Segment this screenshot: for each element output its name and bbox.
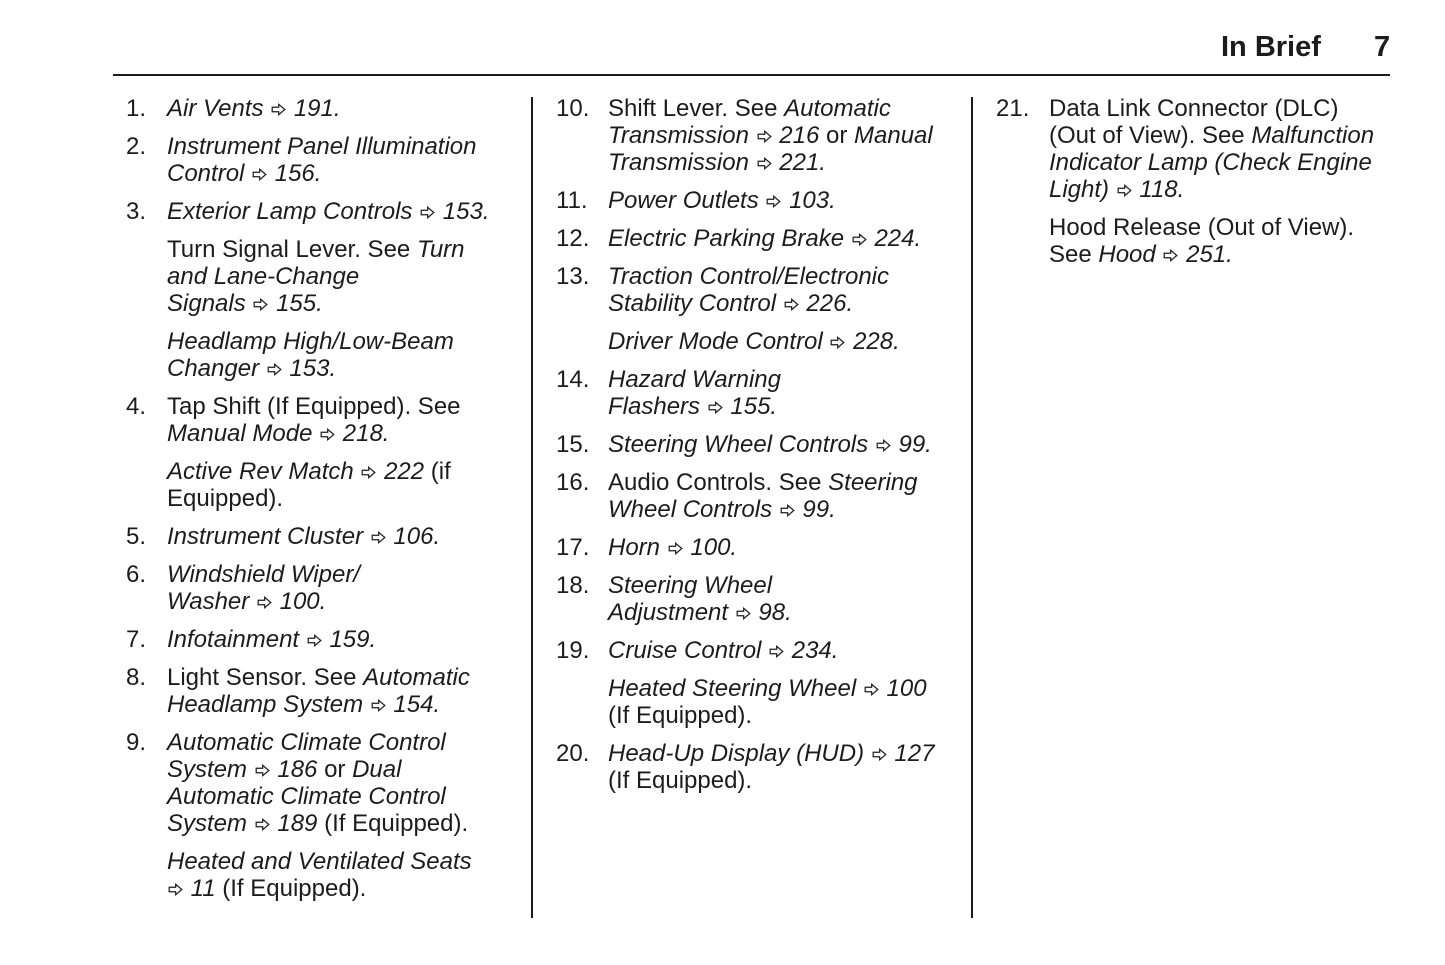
item-number-spacer <box>126 236 167 317</box>
cross-reference-text: Electric Parking Brake <box>608 225 845 252</box>
page-reference-arrow-icon <box>1117 184 1132 197</box>
page-reference-arrow-icon <box>255 818 270 831</box>
list-item <box>126 729 521 837</box>
item-line <box>608 366 961 393</box>
item-number-spacer <box>126 458 167 512</box>
cross-reference-text: Manual Mode <box>167 420 313 447</box>
item-line <box>608 496 961 523</box>
item-body <box>608 572 961 626</box>
item-body <box>608 637 961 664</box>
list-item <box>126 626 521 653</box>
item-line <box>167 328 521 355</box>
item-number: 3. <box>126 198 147 225</box>
item-body <box>167 729 521 837</box>
cross-reference-text: Transmission <box>608 122 749 149</box>
item-number: 12. <box>556 225 590 252</box>
list-item <box>556 469 961 523</box>
item-body <box>608 366 961 420</box>
item-line <box>608 740 961 767</box>
item-body <box>608 431 961 458</box>
cross-reference-text: 100. <box>279 588 327 615</box>
cross-reference-text: Automatic <box>784 95 891 122</box>
cross-reference-text: 189 <box>277 810 318 837</box>
item-line <box>167 290 521 317</box>
item-line <box>167 263 521 290</box>
cross-reference-text: 11 <box>190 875 216 902</box>
item-line <box>608 431 961 458</box>
item-number: 6. <box>126 561 147 588</box>
cross-reference-text: Adjustment <box>608 599 729 626</box>
item-line <box>608 572 961 599</box>
item-number: 10. <box>556 95 590 122</box>
cross-reference-text: Manual <box>854 122 933 149</box>
cross-reference-text: Hood <box>1098 241 1156 268</box>
cross-reference-text: 221. <box>779 149 826 176</box>
cross-reference-text: 186 <box>277 756 318 783</box>
cross-reference-text: Signals <box>167 290 246 317</box>
cross-reference-text: Head-Up Display (HUD) <box>608 740 865 767</box>
item-line <box>167 523 521 550</box>
item-body <box>167 458 521 512</box>
cross-reference-text: Infotainment <box>167 626 300 653</box>
cross-reference-text: 228. <box>853 328 900 355</box>
item-line <box>1049 95 1426 122</box>
item-number: 15. <box>556 431 590 458</box>
item-text: Shift Lever. See <box>608 95 778 122</box>
item-body <box>167 626 521 653</box>
list-item <box>996 214 1426 268</box>
cross-reference-text: Instrument Cluster <box>167 523 364 550</box>
cross-reference-text: Windshield Wiper/ <box>167 561 360 588</box>
item-line <box>167 160 521 187</box>
column-divider-right <box>971 97 973 918</box>
item-line <box>1049 149 1426 176</box>
cross-reference-text: 191. <box>293 95 341 122</box>
page-reference-arrow-icon <box>784 298 799 311</box>
cross-reference-text: Exterior Lamp Controls <box>167 198 413 225</box>
cross-reference-text: Steering <box>828 469 918 496</box>
page-reference-arrow-icon <box>255 764 270 777</box>
item-body <box>167 523 521 550</box>
list-item <box>126 393 521 447</box>
list-item <box>556 637 961 664</box>
page-reference-arrow-icon <box>780 504 795 517</box>
cross-reference-text: and Lane-Change <box>167 263 360 290</box>
cross-reference-text: Malfunction <box>1251 122 1375 149</box>
item-line <box>608 599 961 626</box>
cross-reference-text: Flashers <box>608 393 701 420</box>
page-reference-arrow-icon <box>769 645 784 658</box>
item-number-spacer <box>126 848 167 902</box>
list-item <box>126 458 521 512</box>
cross-reference-text: System <box>167 810 248 837</box>
item-line <box>1049 241 1426 268</box>
item-line <box>167 783 521 810</box>
cross-reference-text: 224. <box>874 225 922 252</box>
list-item <box>126 236 521 317</box>
item-line <box>167 664 521 691</box>
item-line <box>167 588 521 615</box>
list-item <box>126 664 521 718</box>
cross-reference-text: Instrument Panel Illumination <box>167 133 477 160</box>
cross-reference-text: Traction Control/Electronic <box>608 263 889 290</box>
list-item <box>556 263 961 317</box>
page-reference-arrow-icon <box>876 439 891 452</box>
item-body <box>608 469 961 523</box>
item-line <box>167 729 521 756</box>
cross-reference-text: 153. <box>442 198 490 225</box>
cross-reference-text: 234. <box>791 637 839 664</box>
page-reference-arrow-icon <box>253 298 268 311</box>
cross-reference-text: 100. <box>690 534 738 561</box>
item-line <box>167 133 521 160</box>
item-body <box>1049 214 1426 268</box>
item-line <box>608 393 961 420</box>
cross-reference-text: Light) <box>1049 176 1110 203</box>
item-line <box>167 810 521 837</box>
item-line <box>608 187 961 214</box>
list-item <box>126 328 521 382</box>
item-number: 7. <box>126 626 147 653</box>
cross-reference-text: 100 <box>886 675 927 702</box>
page-reference-arrow-icon <box>757 157 772 170</box>
list-item <box>556 95 961 176</box>
item-line <box>608 328 961 355</box>
cross-reference-text: 118. <box>1139 176 1185 203</box>
item-text: (Out of View). See <box>1049 122 1245 149</box>
list-item <box>556 187 961 214</box>
item-line <box>167 420 521 447</box>
item-line <box>608 637 961 664</box>
cross-reference-text: Power Outlets <box>608 187 759 214</box>
column-left <box>126 95 521 913</box>
cross-reference-text: Automatic Climate Control <box>167 783 446 810</box>
item-line <box>167 626 521 653</box>
item-number-spacer <box>996 214 1049 268</box>
cross-reference-text: 155. <box>276 290 323 317</box>
cross-reference-text: 153. <box>289 355 337 382</box>
item-number: 2. <box>126 133 147 160</box>
item-text: or <box>825 122 848 149</box>
item-line <box>1049 122 1426 149</box>
item-body <box>608 263 961 317</box>
cross-reference-text: Headlamp High/Low-Beam <box>167 328 454 355</box>
item-line <box>608 149 961 176</box>
page-number: 7 <box>1374 31 1391 63</box>
cross-reference-text: System <box>167 756 248 783</box>
item-number: 16. <box>556 469 590 496</box>
page-reference-arrow-icon <box>257 596 272 609</box>
page-reference-arrow-icon <box>872 748 887 761</box>
page-reference-arrow-icon <box>757 130 772 143</box>
item-number: 8. <box>126 664 147 691</box>
item-number: 17. <box>556 534 590 561</box>
cross-reference-text: Indicator Lamp (Check Engine <box>1049 149 1372 176</box>
cross-reference-text: 103. <box>789 187 836 214</box>
item-line <box>167 848 521 875</box>
list-item <box>126 133 521 187</box>
cross-reference-text: Control <box>167 160 245 187</box>
item-text: Data Link Connector (DLC) <box>1049 95 1339 122</box>
cross-reference-text: 222 <box>384 458 425 485</box>
list-item <box>556 534 961 561</box>
item-text: Hood Release (Out of View). <box>1049 214 1355 241</box>
cross-reference-text: 98. <box>758 599 792 626</box>
list-item <box>556 431 961 458</box>
page-reference-arrow-icon <box>708 401 723 414</box>
page-reference-arrow-icon <box>271 103 286 116</box>
cross-reference-text: 99. <box>802 496 836 523</box>
item-number: 18. <box>556 572 590 599</box>
item-line <box>167 236 521 263</box>
list-item <box>126 95 521 122</box>
item-line <box>608 702 961 729</box>
item-line <box>167 485 521 512</box>
item-body <box>167 848 521 902</box>
item-line <box>608 263 961 290</box>
cross-reference-text: Steering Wheel <box>608 572 773 599</box>
item-body <box>1049 95 1426 203</box>
item-number: 20. <box>556 740 590 767</box>
item-line <box>167 355 521 382</box>
item-line <box>608 469 961 496</box>
cross-reference-text: Driver Mode Control <box>608 328 823 355</box>
cross-reference-text: Hazard Warning <box>608 366 781 393</box>
cross-reference-text: 99. <box>898 431 932 458</box>
item-line <box>167 393 521 420</box>
item-text: or <box>324 756 346 783</box>
item-line <box>167 691 521 718</box>
item-number: 4. <box>126 393 147 420</box>
item-line <box>608 122 961 149</box>
item-text: (If Equipped). <box>608 702 753 729</box>
item-text: Light Sensor. See <box>167 664 357 691</box>
column-right <box>996 95 1426 279</box>
column-middle <box>556 95 961 805</box>
item-number: 14. <box>556 366 590 393</box>
cross-reference-text: 226. <box>806 290 854 317</box>
cross-reference-text: 154. <box>393 691 441 718</box>
cross-reference-text: Horn <box>608 534 661 561</box>
item-text: Audio Controls. See <box>608 469 822 496</box>
cross-reference-text: Steering Wheel Controls <box>608 431 869 458</box>
item-line <box>1049 214 1426 241</box>
page-reference-arrow-icon <box>420 206 435 219</box>
list-item <box>126 848 521 902</box>
page-reference-arrow-icon <box>267 363 282 376</box>
item-line <box>608 290 961 317</box>
page-reference-arrow-icon <box>864 683 879 696</box>
cross-reference-text: Dual <box>352 756 402 783</box>
item-body <box>608 534 961 561</box>
item-line <box>167 756 521 783</box>
item-body <box>608 187 961 214</box>
cross-reference-text: 159. <box>329 626 377 653</box>
cross-reference-text: 218. <box>342 420 390 447</box>
item-number: 5. <box>126 523 147 550</box>
list-item <box>126 198 521 225</box>
item-line <box>608 534 961 561</box>
list-item <box>556 366 961 420</box>
item-number: 21. <box>996 95 1030 122</box>
page-reference-arrow-icon <box>371 699 386 712</box>
cross-reference-text: Automatic <box>363 664 470 691</box>
item-line <box>608 225 961 252</box>
list-item <box>126 561 521 615</box>
cross-reference-text: Heated and Ventilated Seats <box>167 848 472 875</box>
cross-reference-text: 106. <box>393 523 441 550</box>
item-line <box>1049 176 1426 203</box>
page-reference-arrow-icon <box>371 531 386 544</box>
item-line <box>608 675 961 702</box>
item-text: (If Equipped). <box>324 810 469 837</box>
item-line <box>167 458 521 485</box>
item-body <box>167 328 521 382</box>
list-item <box>126 523 521 550</box>
item-text: Tap Shift (If Equipped). See <box>167 393 461 420</box>
cross-reference-text: Heated Steering Wheel <box>608 675 857 702</box>
cross-reference-text: 216 <box>779 122 820 149</box>
page-reference-arrow-icon <box>830 336 845 349</box>
page-reference-arrow-icon <box>766 195 781 208</box>
cross-reference-text: Wheel Controls <box>608 496 773 523</box>
item-body <box>167 95 521 122</box>
column-divider-left <box>531 97 533 918</box>
item-line <box>167 198 521 225</box>
cross-reference-text: 127 <box>894 740 935 767</box>
page-reference-arrow-icon <box>320 428 335 441</box>
item-text: (If Equipped). <box>222 875 367 902</box>
item-number: 19. <box>556 637 590 664</box>
page-reference-arrow-icon <box>168 883 183 896</box>
header-rule <box>113 74 1390 76</box>
item-body <box>167 664 521 718</box>
cross-reference-text: Turn <box>416 236 465 263</box>
list-item <box>556 225 961 252</box>
page-reference-arrow-icon <box>361 466 376 479</box>
item-number-spacer <box>556 328 608 355</box>
item-body <box>608 740 961 794</box>
list-item <box>556 328 961 355</box>
item-body <box>167 198 521 225</box>
cross-reference-text: Active Rev Match <box>167 458 354 485</box>
page-reference-arrow-icon <box>668 542 683 555</box>
item-text: Equipped). <box>167 485 284 512</box>
page-reference-arrow-icon <box>252 168 267 181</box>
cross-reference-text: Stability Control <box>608 290 777 317</box>
list-item <box>556 740 961 794</box>
cross-reference-text: 156. <box>274 160 322 187</box>
cross-reference-text: 251. <box>1186 241 1233 268</box>
cross-reference-text: Air Vents <box>167 95 264 122</box>
item-body <box>608 225 961 252</box>
item-line <box>608 767 961 794</box>
item-number-spacer <box>126 328 167 382</box>
item-line <box>167 561 521 588</box>
item-number: 11. <box>556 187 588 214</box>
page-reference-arrow-icon <box>736 607 751 620</box>
cross-reference-text: 155. <box>730 393 778 420</box>
cross-reference-text: Washer <box>167 588 250 615</box>
item-body <box>167 561 521 615</box>
item-body <box>608 675 961 729</box>
page-reference-arrow-icon <box>307 634 322 647</box>
item-body <box>167 236 521 317</box>
item-line <box>167 875 521 902</box>
cross-reference-text: Changer <box>167 355 260 382</box>
cross-reference-text: Cruise Control <box>608 637 762 664</box>
item-body <box>167 133 521 187</box>
item-line <box>608 95 961 122</box>
item-body <box>167 393 521 447</box>
item-number: 9. <box>126 729 147 756</box>
item-number-spacer <box>556 675 608 729</box>
cross-reference-text: Headlamp System <box>167 691 364 718</box>
list-item <box>996 95 1426 203</box>
item-text: See <box>1049 241 1092 268</box>
page-reference-arrow-icon <box>1163 249 1178 262</box>
cross-reference-text: Automatic Climate Control <box>167 729 446 756</box>
item-line <box>167 95 521 122</box>
item-text: Turn Signal Lever. See <box>167 236 411 263</box>
item-number: 1. <box>126 95 147 122</box>
item-body <box>608 328 961 355</box>
item-text: (if <box>430 458 451 485</box>
cross-reference-text: Transmission <box>608 149 749 176</box>
item-text: (If Equipped). <box>608 767 753 794</box>
item-body <box>608 95 961 176</box>
section-title: In Brief <box>1221 31 1321 63</box>
item-number: 13. <box>556 263 590 290</box>
list-item <box>556 675 961 729</box>
list-item <box>556 572 961 626</box>
page-reference-arrow-icon <box>852 233 867 246</box>
